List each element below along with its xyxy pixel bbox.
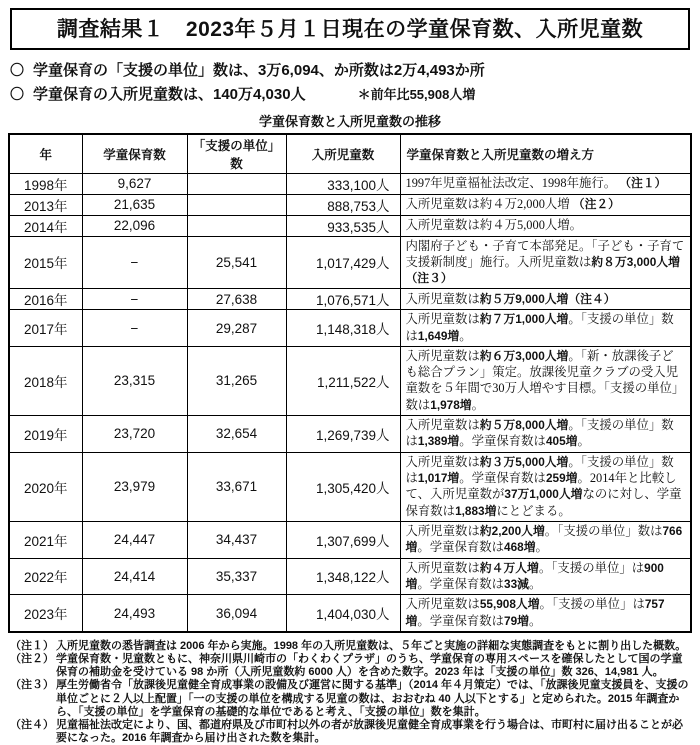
gakudo-count-cell: 23,315 [82,347,187,416]
description-emphasis: （注４） [568,291,616,306]
footnote [10,719,690,745]
description-text: 入所児童数は [405,417,480,432]
year-cell: 2020年 [9,452,82,521]
description-emphasis: 1,017増 [417,470,460,485]
description-emphasis: 33減 [504,576,529,591]
table-title: 学童保育数と入所児童数の推移 [258,113,441,129]
year-over-year-note: ＊前年比55,908人増 [357,87,476,103]
description-text: 。「支援の単位」は [539,597,645,612]
description-text: 。学童保育数は [417,540,505,555]
nyusho-count-cell: 1,269,739人 [286,415,400,452]
year-cell: 1998年 [9,173,82,194]
year-cell: 2023年 [9,595,82,632]
header-growth-description: 学童保育数と入所児童数の増え方 [400,134,691,174]
table-row [9,236,691,289]
header-gakudo-count: 学童保育数 [82,134,187,174]
header-nyusho-count: 入所児童数 [286,134,400,174]
shien-unit-cell: 36,094 [187,595,286,632]
description-emphasis: 約2,200人増 [479,523,545,538]
nyusho-count-cell: 1,305,420人 [286,452,400,521]
header-year: 年 [9,134,82,174]
gakudo-count-cell: 24,493 [82,595,187,632]
description-cell [400,558,691,595]
table-row [9,194,691,215]
table-row [9,595,691,632]
summary-bullet-children [10,83,692,107]
description-text: 。 [528,613,542,628]
summary-section [10,59,692,108]
nyusho-count-cell: 1,017,429人 [286,236,400,289]
footnote-text: 学童保育数・児童数ともに、神奈川県川崎市の「わくわくプラザ」のうち、学童保育の専用スペースを確保したとして国の学童保育の補助金を受けている 98 か所（入所児童数約 6000 人）を含めた数字。2023 年は「支援の単位」数 326、14,981 人。 [56,653,683,679]
shien-unit-cell: 33,671 [187,452,286,521]
gakudo-count-cell: − [82,236,187,289]
table-row [9,310,691,347]
description-cell [400,310,691,347]
footnote-label: （注２） [10,653,54,666]
year-cell: 2013年 [9,194,82,215]
nyusho-count-cell: 888,753人 [286,194,400,215]
table-row [9,558,691,595]
footnote-text: 児童福祉法改定により、国、都道府県及び市町村以外の者が放課後児童健全育成事業を行う場合は、市町村に届け出ることが必要になった。2016 年調査から届け出された数を集計。 [56,719,683,745]
gakudo-count-cell: − [82,289,187,310]
description-cell [400,595,691,632]
gakudo-count-cell: 22,096 [82,215,187,236]
nyusho-count-cell: 933,535人 [286,215,400,236]
year-cell: 2021年 [9,521,82,558]
description-emphasis: 468増 [504,540,536,555]
description-text: 入所児童数は [405,291,480,306]
description-text: にとどまる。 [496,503,571,518]
description-text: 。 [535,540,548,555]
nyusho-count-cell: 1,307,699人 [286,521,400,558]
description-emphasis: 約３万5,000人増 [479,454,569,469]
description-cell [400,194,691,215]
description-emphasis: 55,908人増 [479,597,540,612]
year-cell: 2017年 [9,310,82,347]
description-emphasis: 766増 [405,523,683,555]
description-text: 。学童保育数は [459,434,546,449]
description-text: 入所児童数は [405,560,480,575]
description-emphasis: 約６万3,000人増 [479,349,569,364]
footnote-label: （注４） [10,719,54,731]
circle-bullet-icon: 〇 [10,86,24,103]
year-cell: 2022年 [9,558,82,595]
shien-unit-cell: 25,541 [187,236,286,289]
description-text: 。「支援の単位」数は [405,454,674,485]
description-emphasis: 900増 [405,560,664,591]
description-text: 入所児童数は約４万2,000人増 [405,196,573,211]
table-row [9,452,691,521]
table-row [9,173,691,194]
description-text: 。「新・放課後子ども総合プラン」策定。放課後児童クラブの受入児童数を５年間で30万人増やす目標。「支援の単位」数は [405,349,685,412]
table-header-row [9,134,691,174]
nyusho-count-cell: 1,076,571人 [286,289,400,310]
notes-section [10,640,690,745]
table-row [9,289,691,310]
description-emphasis: 1,883増 [455,503,497,518]
footnote-text: 厚生労働省令「放課後児童健全育成事業の設備及び運営に関する基準」（2014 年４月策定）では、「放課後児童支援員を、支援の単位ごとに２人以上配置」「一の支援の単位を構成する児童の数は、おおむね 40 人以下とする」と定められた。2015 年調査から、「支援の単位」を学童保育の基礎的な単位であると考え、「支援の単位」数を集計。 [56,679,689,718]
description-text: 1997年児童福祉法改定、1998年施行。 [405,175,620,190]
footnote-label: （注１） [10,639,54,652]
page-title: 調査結果１ 2023年５月１日現在の学童保育数、入所児童数 [56,18,644,41]
gakudo-count-cell: 21,635 [82,194,187,215]
year-cell: 2015年 [9,236,82,289]
description-cell [400,521,691,558]
description-cell [400,289,691,310]
description-emphasis: 37万1,000人増 [504,487,583,502]
page-title-box [10,8,690,50]
description-cell [400,173,691,194]
gakudo-count-cell: 23,720 [82,415,187,452]
shien-unit-cell: 27,638 [187,289,286,310]
shien-unit-cell: 32,654 [187,415,286,452]
description-emphasis: 約５万8,000人増 [479,417,569,432]
year-cell: 2018年 [9,347,82,416]
shien-unit-cell [187,215,286,236]
description-text: 入所児童数は [405,454,480,469]
description-text: 入所児童数は [405,312,480,327]
nyusho-count-cell: 1,148,318人 [286,310,400,347]
summary-bullet-units-text: 学童保育の「支援の単位」数は、3万6,094、か所数は2万4,493か所 [33,62,485,79]
description-text: 。学童保育数は [459,470,546,485]
footnote [10,640,690,653]
gakudo-count-cell: 23,979 [82,452,187,521]
description-emphasis: 1,389増 [417,434,460,449]
footnote [10,679,690,719]
footnote [10,653,690,679]
description-emphasis: 1,978増 [430,397,472,412]
description-emphasis: 約８万3,000人増 [591,254,680,269]
footnote-label: （注３） [10,679,54,692]
year-cell: 2014年 [9,215,82,236]
table-row [9,347,691,416]
description-cell [400,452,691,521]
gakudo-count-cell: 24,447 [82,521,187,558]
description-text: 。学童保育数は [417,576,505,591]
circle-bullet-icon: 〇 [10,62,24,78]
description-text: 。2014年と比較して、入所児童数が [405,470,677,502]
description-emphasis: 757増 [405,597,665,628]
description-emphasis: （注３） [405,271,453,286]
shien-unit-cell [187,173,286,194]
description-text: 入所児童数は [405,523,480,538]
shien-unit-cell [187,194,286,215]
year-cell: 2016年 [9,289,82,310]
shien-unit-cell: 31,265 [187,347,286,416]
description-text: 入所児童数は約４万5,000人増。 [405,218,583,233]
gakudo-count-cell: − [82,310,187,347]
description-text: 。「支援の単位」は [538,560,645,575]
table-body [9,173,691,632]
description-text: 。 [459,328,472,343]
description-emphasis: 約４万人増 [479,560,539,575]
description-emphasis: 約７万1,000人増 [479,312,569,327]
description-emphasis: （注１） [619,175,667,190]
footnote-text: 入所児童数の悉皆調査は 2006 年から実施。1998 年の入所児童数は、５年ごと実施の詳細な実態調査をもとに割り出した概数。 [56,639,687,652]
description-text: 。 [471,397,484,412]
description-emphasis: 405増 [545,434,578,449]
year-cell: 2019年 [9,415,82,452]
description-cell [400,236,691,289]
shien-unit-cell: 35,337 [187,558,286,595]
table-row [9,521,691,558]
description-text: 入所児童数は [405,349,480,364]
shien-unit-cell: 29,287 [187,310,286,347]
summary-bullet-units [10,59,692,83]
description-cell [400,415,691,452]
description-cell [400,347,691,416]
nyusho-count-cell: 333,100人 [286,173,400,194]
table-row [9,415,691,452]
description-text: 内閣府子ども・子育て本部発足。「子ども・子育て支援新制度」施行。入所児童数は [405,238,685,269]
description-emphasis: 79増 [504,613,529,628]
description-emphasis: 1,649増 [417,328,460,343]
nyusho-count-cell: 1,404,030人 [286,595,400,632]
gakudo-count-cell: 9,627 [82,173,187,194]
description-emphasis: 259増 [545,470,578,485]
description-text: 。「支援の単位」数は [544,523,663,538]
summary-bullet-children-text: 学童保育の入所児童数は、140万4,030人 [33,86,306,104]
description-text: 。 [528,576,542,591]
nyusho-count-cell: 1,348,122人 [286,558,400,595]
description-text: なのに対し、学童保育数は [405,487,682,518]
shien-unit-cell: 34,437 [187,521,286,558]
nyusho-count-cell: 1,211,522人 [286,347,400,416]
description-emphasis: 約５万9,000人増 [479,291,569,306]
description-text: 入所児童数は [405,597,480,612]
table-row [9,215,691,236]
header-shien-units: 「支援の単位」数 [187,134,286,174]
description-text: 。学童保育数は [417,613,505,628]
description-emphasis: （注２） [572,196,620,211]
description-text: 。「支援の単位」数は [405,417,674,449]
description-text: 。 [577,434,590,449]
data-table [8,133,692,633]
description-cell [400,215,691,236]
description-text: 。「支援の単位」数は [405,312,674,343]
gakudo-count-cell: 24,414 [82,558,187,595]
